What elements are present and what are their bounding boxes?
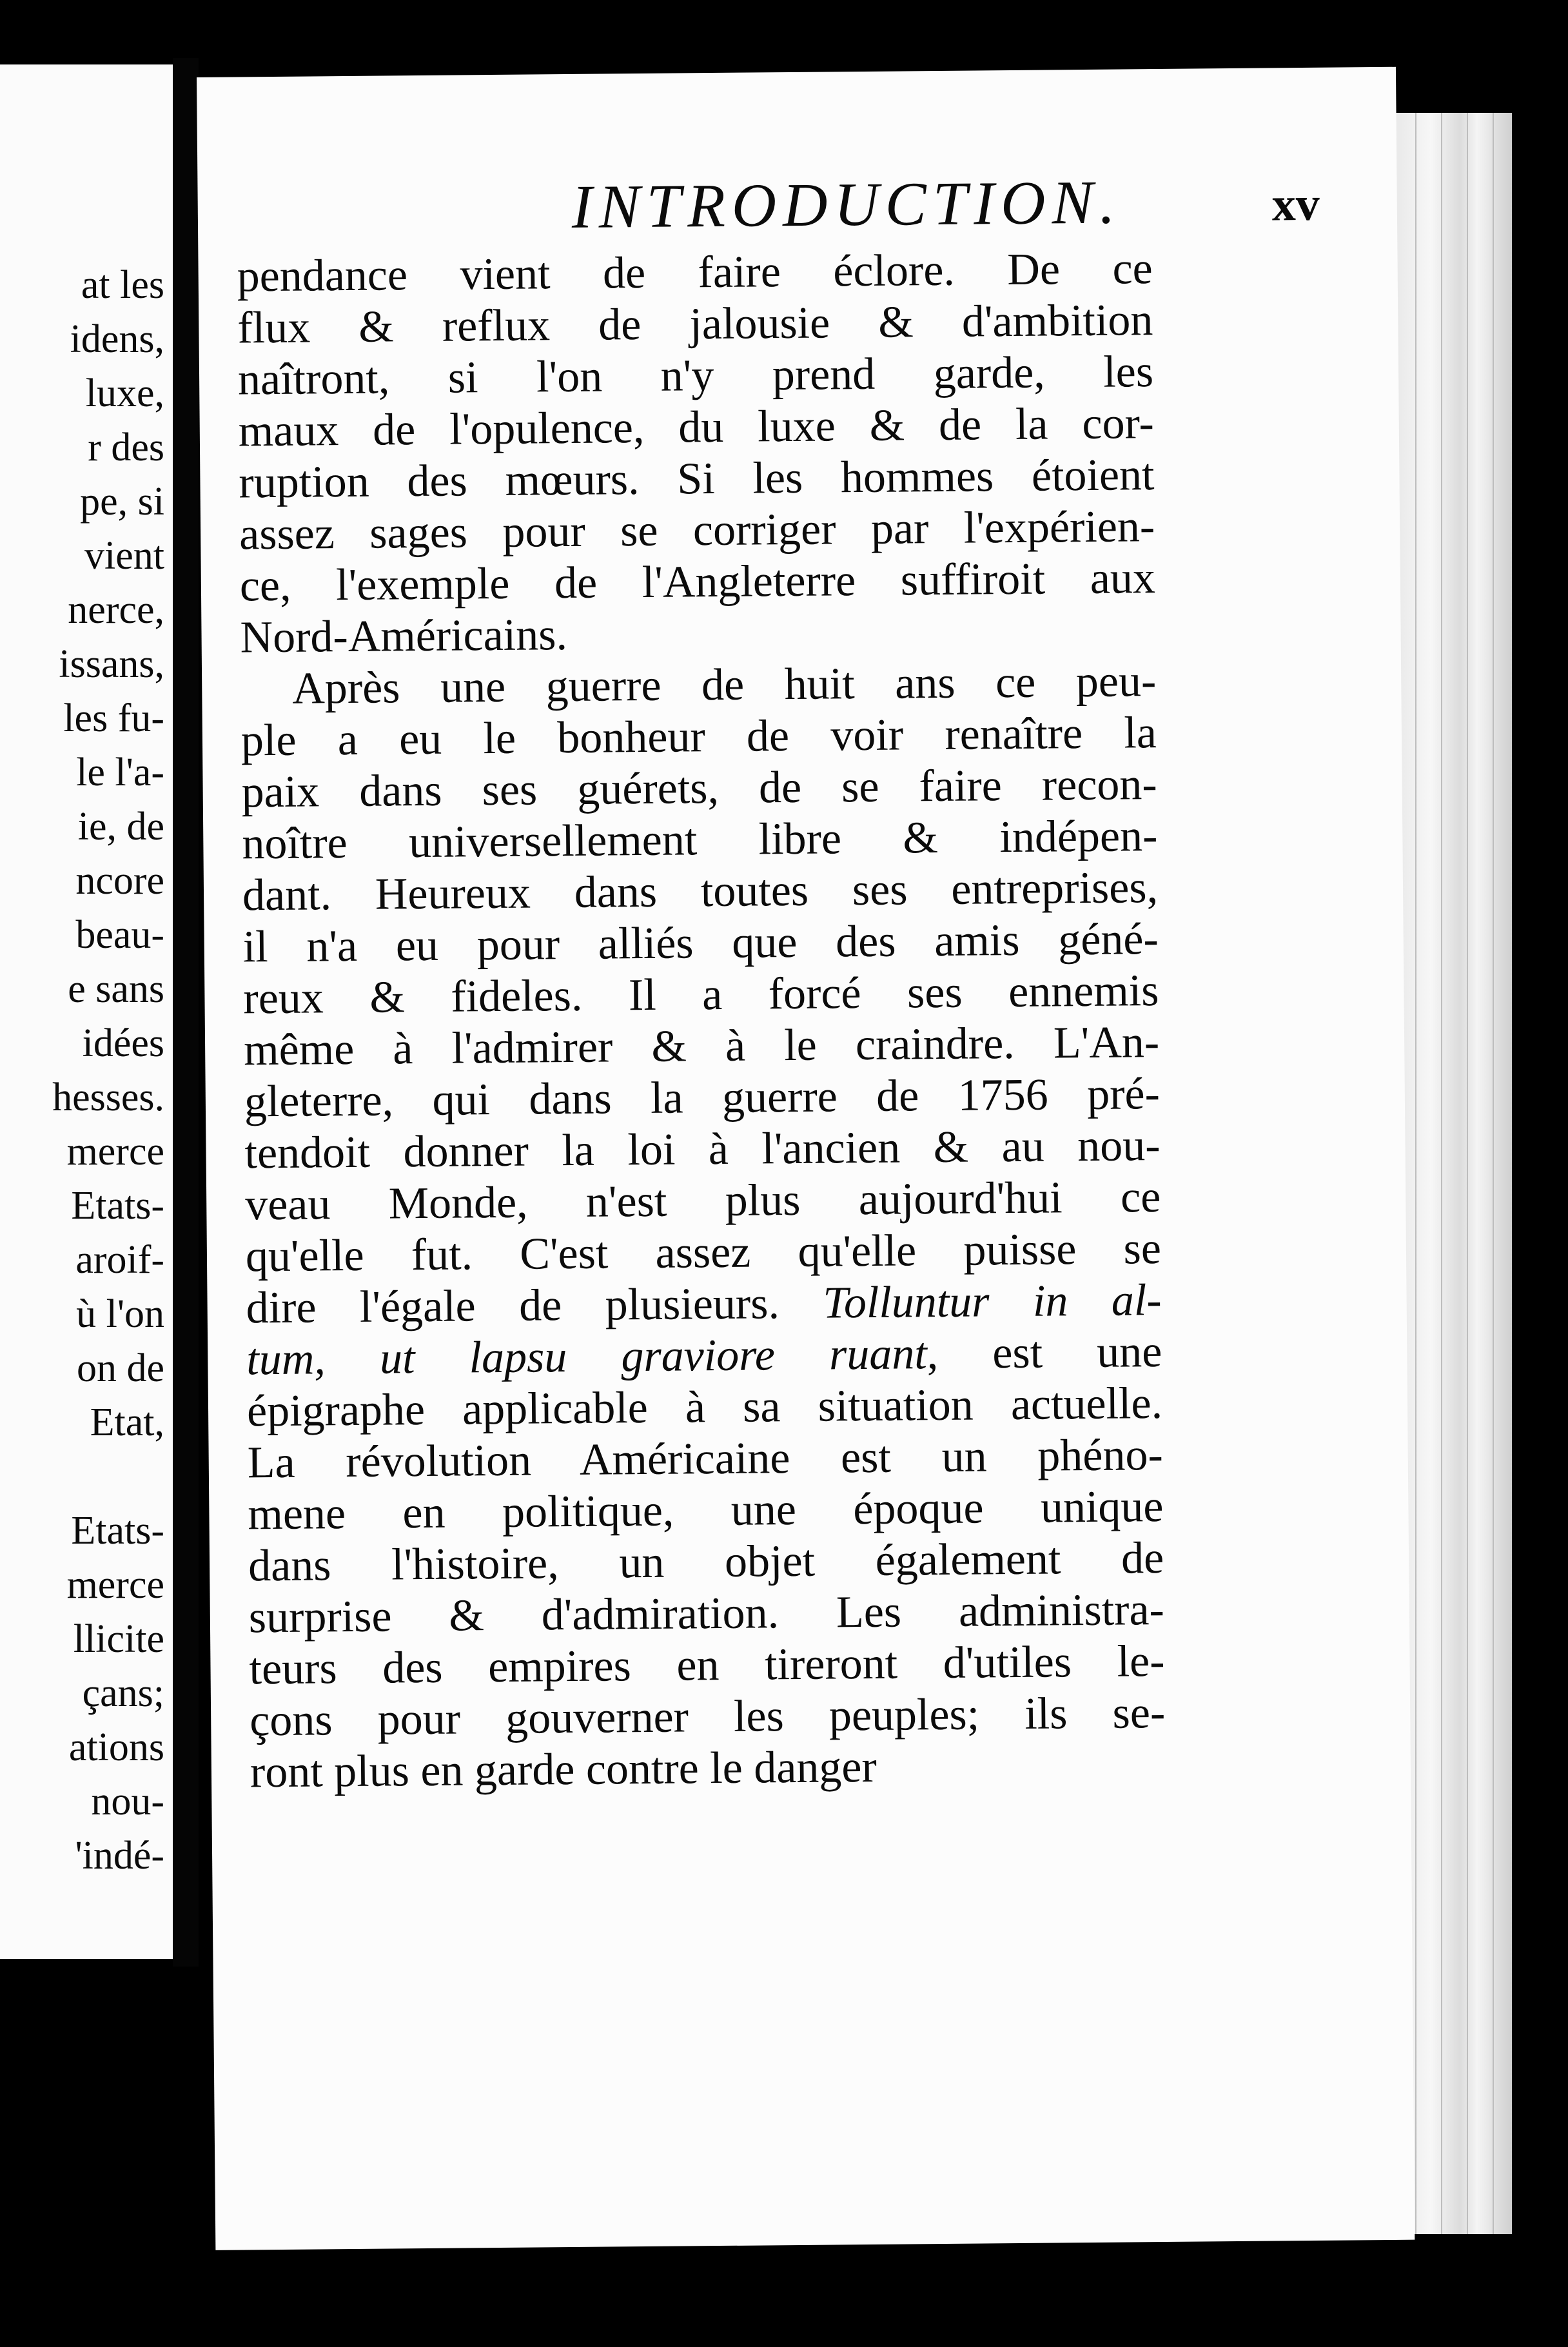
line-text: noître universellement libre & indépen-: [242, 811, 1158, 869]
line-text: ront plus en garde contre le danger: [250, 1742, 877, 1798]
line-text: çons pour gouverner les peuples; ils se-: [249, 1687, 1166, 1746]
left-page-line: les fu-: [63, 696, 164, 740]
page-edge: [1396, 113, 1512, 2234]
left-page-line: Etat,: [90, 1400, 164, 1444]
text-line: [237, 243, 1153, 302]
text-line: [242, 862, 1159, 921]
text-line: [248, 1481, 1164, 1540]
line-text: reux & fideles. Il a forcé ses ennemis: [243, 966, 1159, 1024]
left-page: [0, 64, 173, 1959]
text-line: [249, 1584, 1165, 1644]
line-text: mene en politique, une époque unique: [248, 1482, 1164, 1540]
page-title: INTRODUCTION.: [571, 167, 1122, 241]
left-page-line: idens,: [70, 317, 164, 361]
text-line: [244, 1120, 1161, 1179]
left-page-line: Etats-: [71, 1184, 164, 1228]
text-line: [247, 1429, 1163, 1489]
text-line: [244, 1017, 1160, 1076]
left-page-line: e sans: [68, 967, 164, 1011]
running-head: [378, 164, 1320, 244]
line-text: teurs des empires en tireront d'utiles le-: [249, 1636, 1165, 1694]
text-line: [239, 501, 1155, 560]
left-page-line: nou-: [91, 1780, 164, 1823]
left-page-line: on de: [76, 1346, 164, 1390]
line-text: tendoit donner la loi à l'ancien & au nou-: [244, 1121, 1161, 1179]
text-line: [244, 1068, 1161, 1128]
right-page: [197, 67, 1415, 2250]
line-text: dans l'histoire, un objet également de: [248, 1533, 1164, 1591]
left-page-line: 'indé-: [75, 1834, 164, 1878]
line-text: Après une guerre de huit ans ce peu-: [291, 656, 1157, 714]
line-text: naîtront, si l'on n'y prend garde, les: [237, 347, 1154, 405]
gutter: [173, 58, 199, 1967]
text-line: [239, 449, 1155, 509]
text-line: [250, 1687, 1166, 1747]
left-page-line: hesses.: [52, 1075, 164, 1119]
left-page-line: ie, de: [77, 805, 164, 849]
text-line: [242, 914, 1159, 973]
line-text: flux & reflux de jalousie & d'ambition: [237, 295, 1153, 353]
line-text: épigraphe applicable à sa situation actuelle.: [246, 1379, 1163, 1437]
text-line: [246, 1275, 1162, 1334]
left-page-line: merce: [66, 1563, 164, 1607]
line-text: pendance vient de faire éclore. De ce: [237, 244, 1153, 302]
text-line: [249, 1636, 1165, 1695]
left-page-line: issans,: [59, 642, 164, 686]
line-text: veau Monde, n'est plus aujourd'hui ce: [244, 1172, 1161, 1230]
left-page-line: merce: [66, 1130, 164, 1174]
line-text: ple a eu le bonheur de voir renaître la: [240, 708, 1157, 766]
line-text: ruption des mœurs. Si les hommes étoient: [239, 450, 1155, 508]
left-page-line: ù l'on: [76, 1292, 164, 1336]
text-line: [245, 1172, 1161, 1231]
body-text: [237, 243, 1166, 1798]
left-page-line: çans;: [82, 1671, 164, 1715]
line-text: , est une: [926, 1327, 1162, 1379]
left-page-line: pe, si: [80, 480, 164, 524]
text-line: [241, 759, 1157, 818]
text-line: [250, 1739, 1166, 1798]
line-text: il n'a eu pour alliés que des amis géné-: [242, 914, 1159, 972]
italic-phrase: Tolluntur in al-: [823, 1275, 1162, 1328]
text-line: [240, 656, 1157, 715]
text-line: [248, 1533, 1164, 1592]
page-number: xv: [1271, 177, 1320, 231]
line-text: dant. Heureux dans toutes ses entreprises,: [242, 863, 1159, 921]
left-page-line: [0, 1449, 164, 1504]
line-text: même à l'admirer & à le craindre. L'An-: [243, 1017, 1160, 1075]
line-text: assez sages pour se corriger par l'expérien-: [239, 502, 1155, 560]
left-page-line: aroif-: [75, 1238, 164, 1282]
italic-phrase: tum, ut lapsu graviore ruant: [246, 1329, 928, 1385]
text-line: [238, 398, 1154, 457]
text-line: [238, 346, 1154, 406]
text-line: [246, 1326, 1162, 1386]
text-line: [241, 707, 1157, 767]
line-text: gleterre, qui dans la guerre de 1756 pré-: [244, 1069, 1161, 1127]
left-page-line: r des: [88, 426, 164, 469]
left-page-line: idées: [82, 1021, 164, 1065]
left-page-text: [0, 258, 164, 1883]
line-text: paix dans ses guérets, de se faire recon-: [241, 760, 1157, 818]
left-page-line: ncore: [75, 859, 164, 903]
left-page-line: le l'a-: [76, 751, 164, 794]
line-text: Nord-Américains.: [240, 610, 568, 663]
text-line: [237, 295, 1153, 354]
line-text: qu'elle fut. C'est assez qu'elle puisse se: [245, 1224, 1162, 1282]
line-text: ce, l'exemple de l'Angleterre suffiroit aux: [239, 553, 1156, 611]
left-page-line: luxe,: [85, 371, 164, 415]
left-page-line: vient: [84, 534, 164, 578]
left-page-line: nerce,: [68, 588, 164, 632]
left-page-line: at les: [81, 263, 164, 307]
text-line: [243, 965, 1159, 1025]
text-line: [247, 1378, 1163, 1437]
line-text: maux de l'opulence, du luxe & de la cor-: [238, 398, 1155, 457]
line-text: surprise & d'admiration. Les administra-: [248, 1584, 1165, 1643]
line-text: La révolution Américaine est un phéno-: [247, 1430, 1164, 1488]
left-page-line: Etats-: [71, 1509, 164, 1553]
text-line: [240, 553, 1156, 612]
line-text: dire l'égale de plusieurs.: [246, 1279, 780, 1333]
text-line: [246, 1223, 1162, 1282]
left-page-line: beau-: [75, 913, 164, 957]
left-page-line: ations: [68, 1725, 164, 1769]
left-page-line: llicite: [73, 1617, 164, 1661]
text-line: [240, 604, 1156, 663]
text-line: [242, 810, 1158, 870]
